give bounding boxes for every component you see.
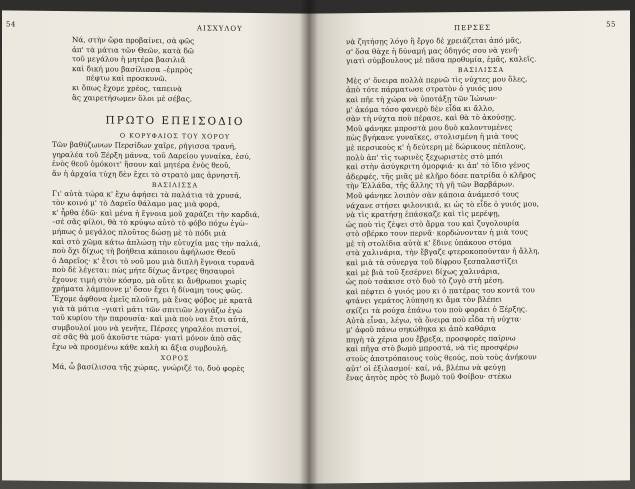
left-running-head: ΑΙΣΧΥΛΟΥ xyxy=(197,24,243,33)
verse-line: μὲ περσικοὺς κ' ἡ δεύτερη μὲ δώρικους πέπλους, xyxy=(346,141,526,153)
speaker-chorus: ΧΟΡΟΣ xyxy=(160,353,190,362)
verse-line: ὡς ποὺ τσάκισε στὸ δυὸ τὸ ζυγὸ στὴ μέση. xyxy=(346,275,505,287)
verse-line: πέφτω καὶ προσκυνῶ. xyxy=(86,73,167,84)
chorus-leader-verses xyxy=(52,140,298,181)
verse-line: σκίζει τὰ ρούχα ἐπάνω του ποὺ φοράει ὁ Ξέρξης. xyxy=(346,304,528,316)
verse-line: πηγὴ τὰ χέρια μου ἔβρεξα, προσφορὲς παίρνω xyxy=(346,333,516,345)
verse-line: ἂς χαιρετήσωμεν ὅλοι μὲ σέβας. xyxy=(72,92,193,103)
verse-line: ἐνὸς θεοῦ ὁμόκοιτ' ἤσουν καὶ μητέρα ἐνὸς θεοῦ, xyxy=(52,159,231,171)
verse-line: Νά, στὴν ὥρα προβαίνει, σὰ φῶς xyxy=(72,35,195,46)
verse-line: καὶ στὸ χῶμα κάτω ἀπλώσῃ τὴν εὐτυχία μας τὴν παλιά, xyxy=(52,236,261,248)
speaker-coryphaeus: Ο ΚΟΡΥΦΑΙΟΣ ΤΟΥ ΧΟΡΟΥ xyxy=(119,131,231,141)
verse-line: ἔχουνε τιμὴ στὸν κόσμο, μὰ οὔτε κι ἄνθρωποι χωρὶς xyxy=(52,274,247,286)
verse-line: ἄν ἡ ἀρχαία τύχη δὲν ἔχει τὸ στρατὸ μας ἀρνηστῆ. xyxy=(52,168,241,180)
verse-line: Μοῦ φάνηκε λοιπὸν σὰν κάποια ἀνάμεσό τους xyxy=(346,189,519,201)
verse-line: μ' ἀφοῦ πάνω σηκώθηκα κι ἀπὸ καθάρια xyxy=(346,323,497,335)
verse-line: ἔχω νὰ προσμένω κάθε καλὴ κι ἄξια συμβουλή. xyxy=(52,341,229,353)
verse-line: φτάνει γεμάτος λύπηση κι ἅμα τὸν βλέπει xyxy=(346,295,502,306)
speaker-queen-right: ΒΑΣΙΛΙΣΣΑ xyxy=(457,65,505,74)
verse-line: Γι' αὐτὰ τώρα κ' ἔχω ἀφήσει τὰ παλάτια τὰ χρυσά, xyxy=(52,188,242,200)
verse-line: κ' ἦρθα ἐδῶ· καὶ μένα ἡ ἔγνοια μοῦ χαράζει τὴν καρδιά, xyxy=(52,207,260,219)
right-page-number: 55 xyxy=(606,20,616,29)
verse-line: καὶ μὲ βιὰ τοῦ ξεσέρνει δίχως χαλινάρια, xyxy=(346,266,501,277)
verse-line: συμβουλοί μου νὰ γενῆτε, Πέρσες γηραλέοι πιστοί, xyxy=(52,322,243,334)
verse-line: ὁ Δαρεῖος· κ' ἔτσι τὸ νοῦ μου μιὰ διπλὴ ἔγνοια τυρανᾶ xyxy=(52,255,255,267)
verse-line: καὶ στὴν ἀσύγκριτη ὀμορφιά· κι ἀπ' τὸ ἴδιο γένος xyxy=(346,160,530,172)
verse-line: γιατὶ σύμβουλους μὲ πᾶσα προθυμία, ἐμᾶς, καλεῖς. xyxy=(346,54,537,66)
verse-line: στὸ σβέρκο τουν περνᾶ· κορδώνονταν ἡ μιὰ τους xyxy=(346,227,528,239)
verse-line: σὰν τὴ νύχτα ποὺ πέρασε, καὶ θὰ τὸ ἀκούσῃς. xyxy=(346,112,517,124)
queen-dream-verses xyxy=(346,73,616,383)
right-page xyxy=(308,10,630,483)
verse-line: –σὲ σᾶς φίλοι, θὰ τὸ κρύψω αὐτὸ τὸ φόβο πόχω ἐγὼ– xyxy=(52,217,249,229)
verse-line: σὲ σᾶς θὰ μοῦ ἀκοῦστε τώρα· γιατὶ μόνον ἀπὸ σᾶς xyxy=(52,332,241,344)
book-gutter-shadow xyxy=(300,0,318,489)
verse-line: ἀπὸ τότε πάρματωσε στρατὸν ὁ γυιός μου xyxy=(346,84,502,95)
verse-line: ἀδερφές, τῆς μιᾶς μὲ κλῆρο δόσε πατρίδα ὁ κλῆρος xyxy=(346,170,536,182)
verse-line: ὡς ποὺ τὶς ζέψει στὸ ἅρμα του καὶ ζυγολουρία xyxy=(346,218,520,229)
verse-line: καὶ πέφτει ὁ γυιός μου κι ὁ πατέρας του κοντά του xyxy=(346,285,535,297)
right-opening-verses xyxy=(346,34,616,66)
verse-line: στοὺς ἀποτρόπαιους τοὺς θεούς, ποὺ τοὺς ἀνήκουν xyxy=(346,352,537,364)
verse-line: ποὺ ὄχι δίχως τὴ βοήθεια κάποιου ἀφήλωσε Θεοῦ xyxy=(52,246,236,257)
verse-line: μήπως ὁ μεγάλος πλοῦτος δώσῃ μὲ τὸ πόδι μιὰ xyxy=(52,226,227,238)
verse-line: καὶ πῆγα στὸ βωμὸ μπροστά, νὰ τὶς προσφέρω xyxy=(346,342,519,354)
left-page-header xyxy=(6,20,298,38)
verse-line: τοῦ μεγάλου ἡ μητέρα βασιλιᾶ xyxy=(72,54,186,65)
right-page-header xyxy=(346,20,616,37)
right-running-head: ΠΕΡΣΕΣ xyxy=(454,23,491,33)
verse-line: Μὲς σ' ὄνειρα πολλὰ περνῶ τὶς νύχτες μου ὅλες, xyxy=(346,74,528,86)
verse-line: τὸν κοινό μ' τὸ Δαρεῖο θάλαμο μας μιὰ φορά, xyxy=(52,198,221,209)
verse-line: πὼς βγήκανε γυναῖκες, στολισμένη ἡ μιὰ τους xyxy=(346,131,519,143)
verse-line: ἀπ' τὰ μάτια τῶν Θεῶν, κατὰ δῶ xyxy=(72,44,194,55)
verse-line: σ' ὅσα θὰχε ἡ δύναμή μας ὁδηγός σου νὰ γενῆ· xyxy=(346,45,520,56)
verse-line: καὶ δική μου βασίλισσα –ἐμπρὸς xyxy=(72,63,193,75)
verse-line: ποὺ δὲ λέγεται: πὼς μήτε δίχως ἄντρες θησαυροὶ xyxy=(52,265,235,277)
queen-verses xyxy=(52,188,298,354)
left-page-number: 54 xyxy=(6,20,16,29)
verse-line: Μοῦ φάνηκε μπροστὰ μου δυὸ καλοντυμένες xyxy=(346,122,513,134)
verse-line: Μά, ὦ βασίλισσα τῆς χώρας, γνώριζέ το, δυὸ φορὲς xyxy=(52,361,245,373)
verse-line: νὰ τὶς κρατήσῃ ἐπάσκαζε καὶ τὶς μερέψῃ, xyxy=(346,208,500,220)
verse-line: μὲ τὴ στολίδια αὐτὰ κ' ἔδινε ὑπάκουο στόμα xyxy=(346,237,512,249)
verse-line: στὰ χαλινάρια, τὴν ἔβγαζε φτεροκοπούνταν ἡ ἄλλη, xyxy=(346,246,540,258)
verse-line: τοῦ κυρίου τὴν παρουσία· καὶ μιὰ ποὺ ναι ἔτσι αὐτά, xyxy=(52,313,249,325)
verse-line: αὐτ' οἱ ἐξιλασμοί· καί, νά, βλέπω νὰ φεύγῃ xyxy=(346,362,506,373)
verse-line: τὴν Ἑλλάδα, τῆς ἄλλης τὴ γῆ τῶν Βαρβάρων. xyxy=(346,179,515,191)
verse-line: ἕνας ἀητὸς πρὸς τὸ βωμὸ τοῦ Φοίβου· στέκω xyxy=(346,371,512,383)
verse-line: Τῶν βαθύζωνων Περσίδων χαῖρε, ρήγισσα τρανή, xyxy=(52,140,237,151)
verse-line: πολὺ ἀπ' τὶς τωρινὲς ξεχωριστὲς στὸ μπόι xyxy=(346,151,504,162)
episode-title: ΠΡΩΤΟ ΕΠΕΙΣΟΔΙΟ xyxy=(105,114,245,129)
verse-line: γηραλέα τοῦ Ξέρξη μάννα, τοῦ Δαρείου γυναίκα, ἐσύ, xyxy=(52,149,252,161)
verse-line: χρήματα λάμπουνε μ' ὅσον ἔχει ἡ δίναμη τους φῶς. xyxy=(52,284,243,296)
left-opening-verses xyxy=(52,35,298,105)
verse-line: κι ὅπως ἔχομε χρέος, ταπεινὰ xyxy=(72,83,183,94)
verse-line: νὰ ζητήσῃς λόγο ἢ ἔργο δὲ χρειάζεται ἀπό μᾶς, xyxy=(346,35,522,47)
verse-line: καὶ πῆε τὴ χώρα νὰ ὑποτάξῃ τῶν Ἰώνων· xyxy=(346,93,498,105)
speaker-queen: ΒΑΣΙΛΙΣΣΑ xyxy=(151,180,199,189)
verse-line: νάχανε στήσει φιλονικιά, κι ὡς τὸ εἶδε ὁ γυιός μου, xyxy=(346,198,539,210)
verse-line: Αὐτὰ εἶναι, λέγω, τὰ ὄνειρα ποὺ εἶδα τὴ νύχτα· xyxy=(346,314,522,325)
verse-line: Ἔχομε ἀφθονα ἐμεῖς πλοῦτη, μὰ ἔνας φόβος μὲ κρατᾶ xyxy=(52,293,253,306)
verse-line: γιὰ τὰ μάτια –γιατὶ μάτι τῶν σπιτιῶν λογιάζω ἐγὼ xyxy=(52,303,243,315)
left-page xyxy=(2,10,310,483)
verse-line: μ' ἀκόμα τόσο φανερὸ δὲν εἶδα κι ἄλλο, xyxy=(346,103,495,114)
verse-line: καὶ μιὰ τὰ σύνεργα τοῦ δίφρου ξεσπαλαστὶζει xyxy=(346,256,518,268)
